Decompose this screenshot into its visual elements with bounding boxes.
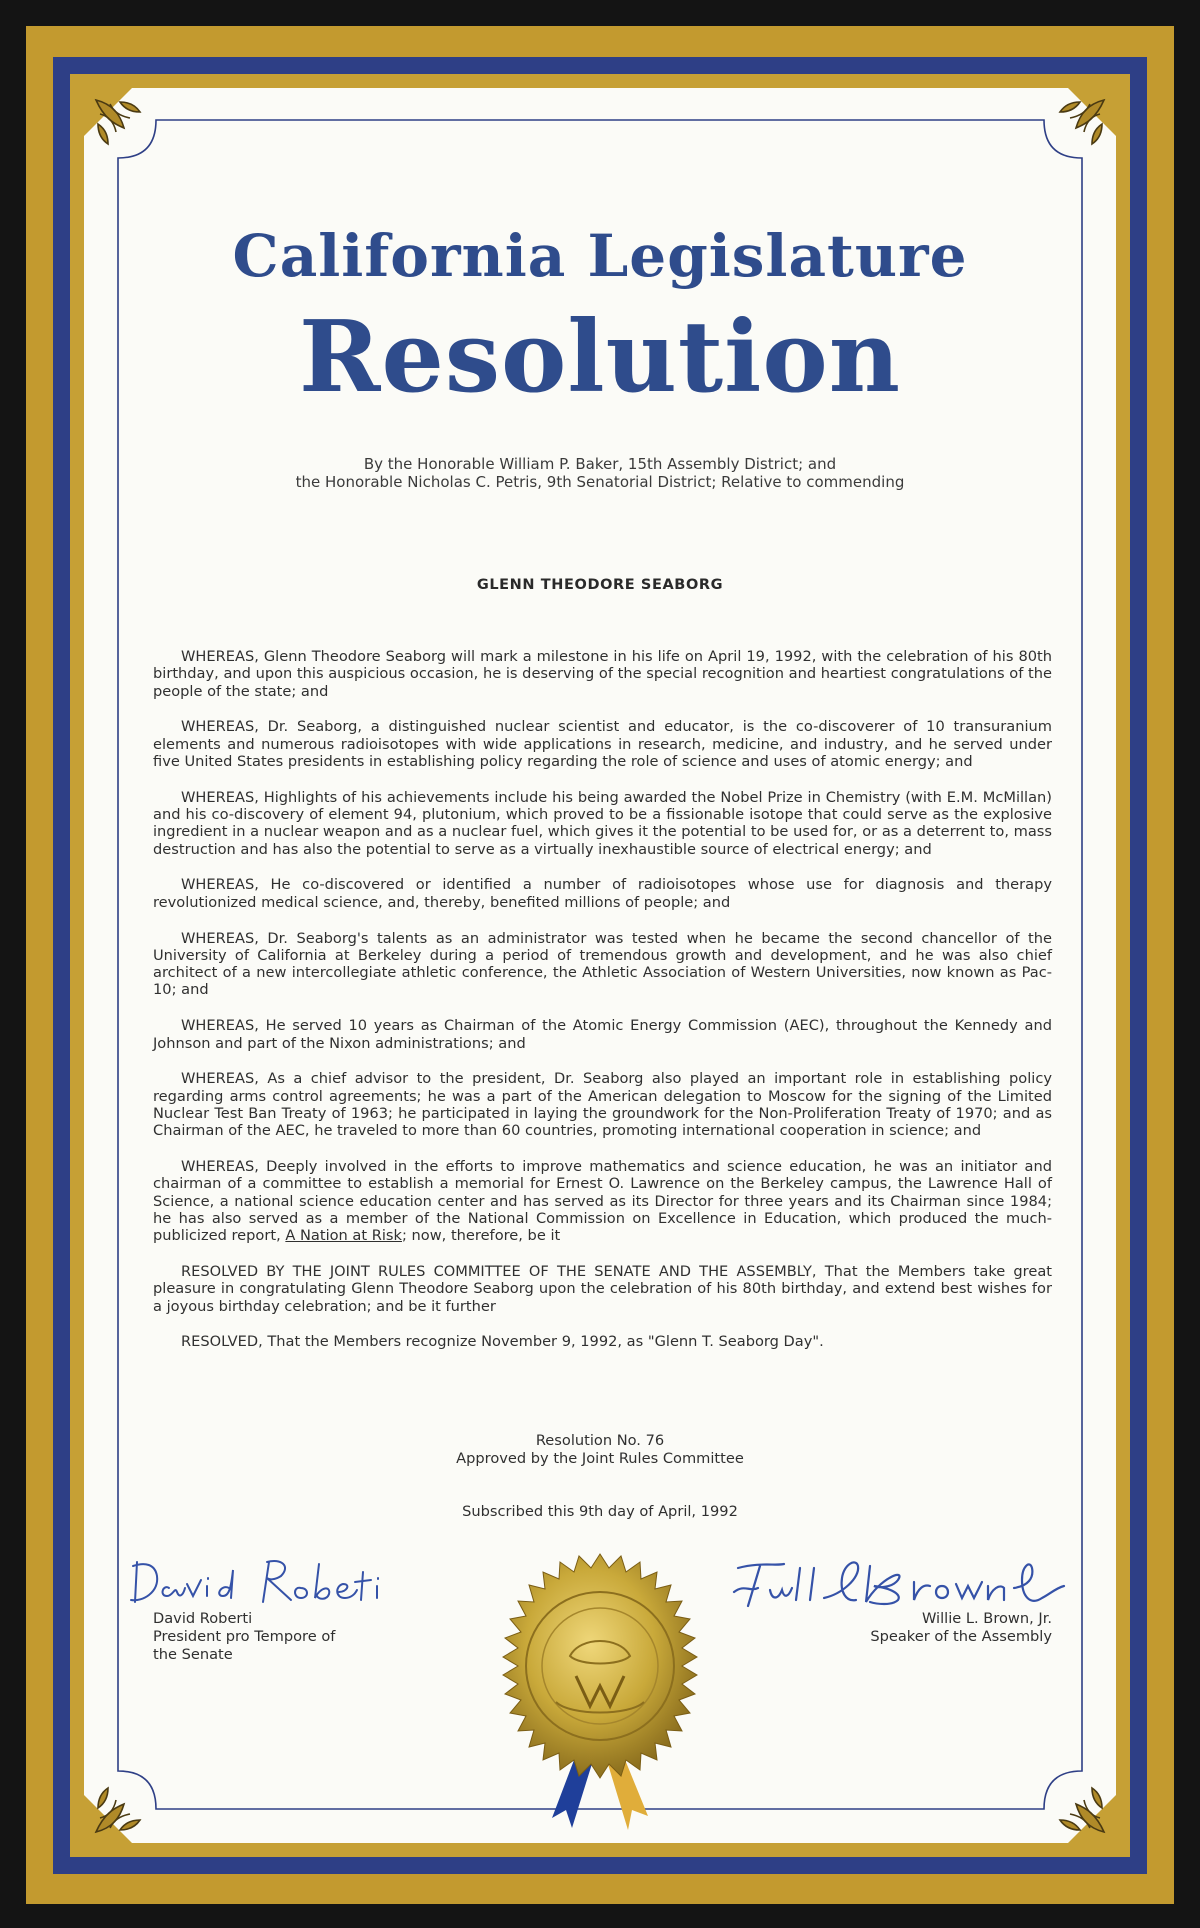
gold-seal-icon <box>482 1548 718 1848</box>
paragraph-text: ; now, therefore, be it <box>402 1227 561 1245</box>
signatory-left <box>153 1610 335 1664</box>
whereas-paragraph: WHEREAS, Highlights of his achievements include his being awarded the Nobel Prize in Chemistry (with E.M. McMillan) and his co-discovery of element 94, plutonium, which proved to be a fissionable isotope that could serve as the explosive ingredient in a nuclear weapon and as a nuclear fuel, which gives it the potential to be used for, or as a deterrent to, mass destruction and has also the potential to serve as a virtually inexhaustible source of electrical energy; and <box>153 788 1052 858</box>
document-heading-resolution: Resolution <box>299 300 901 415</box>
signatory-title: President pro Tempore of <box>153 1628 336 1645</box>
whereas-paragraph: WHEREAS, Dr. Seaborg, a distinguished nuclear scientist and educator, is the co-discoverer of 10 transuranium elements and numerous radioisotopes with wide applications in research, medicine, and industry, and he served under five United States presidents in establishing policy regarding the role of science and uses of atomic energy; and <box>153 718 1052 770</box>
whereas-paragraph: WHEREAS, Dr. Seaborg's talents as an administrator was tested when he became the second chancellor of the University of California at Berkeley during a period of tremendous growth and development, and he was also chief architect of a new intercollegiate athletic conference, the Athletic Association of Western Universities, now known as Pac-10; and <box>153 929 1052 999</box>
whereas-paragraph: WHEREAS, As a chief advisor to the president, Dr. Seaborg also played an important role in establishing policy regarding arms control agreements; he was a part of the American delegation to Moscow for the signing of the Limited Nuclear Test Ban Treaty of 1963; he participated in laying the groundwork for the Non-Proliferation Treaty of 1970; and as Chairman of the AEC, he traveled to more than 60 countries, promoting international cooperation in science; and <box>153 1070 1052 1140</box>
signatory-right <box>870 1610 1052 1646</box>
whereas-paragraph <box>153 1158 1052 1244</box>
resolution-body <box>153 648 1052 1369</box>
whereas-paragraph: WHEREAS, He served 10 years as Chairman of the Atomic Energy Commission (AEC), throughout the Kennedy and Johnson and part of the Nixon administrations; and <box>153 1017 1052 1052</box>
resolution-number: Resolution No. 76 <box>535 1432 665 1449</box>
resolution-number-block <box>250 1432 950 1468</box>
whereas-paragraph: WHEREAS, Glenn Theodore Seaborg will mark a milestone in his life on April 19, 1992, with the celebration of his 80th birthday, and upon this auspicious occasion, he is deserving of the special recognition and heartiest congratulations of the people of the state; and <box>153 648 1052 700</box>
signatory-title: Speaker of the Assembly <box>870 1628 1052 1645</box>
signature-roberti <box>125 1548 425 1612</box>
leaf-ornament-icon <box>90 1776 152 1838</box>
whereas-paragraph: WHEREAS, He co-discovered or identified a number of radioisotopes whose use for diagnosis and therapy revolutionized medical science, and, thereby, benefited millions of people; and <box>153 876 1052 911</box>
byline-line: By the Honorable William P. Baker, 15th Assembly District; and <box>363 455 837 473</box>
signatory-name: David Roberti <box>153 1610 253 1627</box>
leaf-ornament-icon <box>90 94 152 156</box>
subscribed-line: Subscribed this 9th day of April, 1992 <box>462 1503 738 1520</box>
byline <box>150 455 1050 491</box>
byline-line: the Honorable Nicholas C. Petris, 9th Senatorial District; Relative to commending <box>295 473 905 491</box>
signature-brown <box>730 1548 1070 1618</box>
leaf-ornament-icon <box>1048 94 1110 156</box>
signatory-name: Willie L. Brown, Jr. <box>921 1610 1052 1627</box>
resolved-paragraph: RESOLVED, That the Members recognize November 9, 1992, as "Glenn T. Seaborg Day". <box>181 1333 824 1351</box>
report-title: A Nation at Risk <box>285 1227 402 1245</box>
approval-line: Approved by the Joint Rules Committee <box>456 1450 744 1467</box>
resolved-paragraph: RESOLVED BY THE JOINT RULES COMMITTEE OF THE SENATE AND THE ASSEMBLY, That the Members take great pleasure in congratulating Glenn Theodore Seaborg upon the celebration of his 80th birthday, and extend best wishes for a joyous birthday celebration; and be it further <box>153 1263 1052 1315</box>
document-title: California Legislature <box>232 222 968 290</box>
signatory-title: the Senate <box>153 1646 233 1663</box>
leaf-ornament-icon <box>1048 1776 1110 1838</box>
paragraph-text: WHEREAS, Deeply involved in the efforts to improve mathematics and science education, he was an initiator and chairman of a committee to establish a memorial for Ernest O. Lawrence on the Berkeley campus, the Lawrence Hall of Science, a national science education center and has served as its Director for three years and its Chairman since 1984; he has also served as a member of the National Commission on Excellence in Education, which produced the much-publicized report, <box>153 1158 1052 1245</box>
honoree-name: GLENN THEODORE SEABORG <box>476 577 724 593</box>
